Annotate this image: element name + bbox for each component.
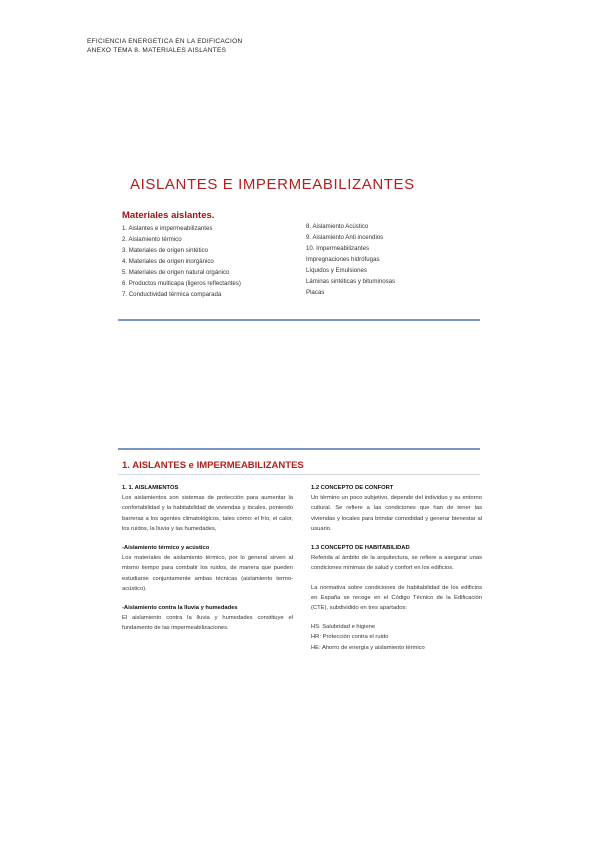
materials-heading: Materiales aislantes.	[122, 210, 215, 221]
cte-item-he: HE: Ahorro de energía y aislamiento térmico	[311, 644, 425, 651]
list-item: 8. Aislamiento Acústico	[306, 223, 369, 230]
running-header	[87, 37, 242, 55]
paragraph: Los aislamientos son sistemas de protección para aumentar la confortabilidad y la habitabilidad de viviendas y locales, poniendo barreras a los agentes climatológicos, tales cómo: el frío, el calor, los ruidos, la lluvia y las humedades,	[122, 495, 293, 532]
list-item: 6. Productos multicapa (ligeros reflectantes)	[122, 280, 241, 287]
header-line-1: EFICIENCIA ENERGETICA EN LA EDIFICACION	[87, 38, 243, 45]
paragraph: La normativa sobre condiciones de habitabilidad de los edificios en España se recoge en el Código Técnico de la Edificación (CTE), subdividido en tres apartados:	[311, 584, 482, 612]
subsection-title: 1.3 CONCEPTO DE HABITABILIDAD	[311, 545, 410, 552]
paragraph: Los materiales de aislamiento térmico, por lo general sirven al mismo tiempo para combatir los ruidos, de manera que pueden estudiarse conjuntamente ambas técnicas (aislamiento termo-acústico).	[122, 555, 293, 592]
page-title: AISLANTES E IMPERMEABILIZANTES	[130, 176, 415, 193]
paragraph: Un término un poco subjetivo, depende del individuo y su entorno cultural. Se refiere a las condiciones que han de tener las viviendas y locales para brindar comodidad y generar bienestar al usuario.	[311, 495, 482, 532]
list-item: Impregnaciones hidrófugas	[306, 256, 380, 263]
header-line-2: ANEXO TEMA 8. MATERIALES AISLANTES	[87, 47, 227, 54]
materials-list-left	[122, 223, 241, 300]
right-column	[311, 483, 482, 653]
section-title: 1. AISLANTES e IMPERMEABILIZANTES	[122, 460, 304, 471]
list-item: Placas	[306, 289, 325, 296]
list-item: 9. Aislamiento Anti incendios	[306, 234, 384, 241]
left-column	[122, 483, 293, 634]
list-item: 5. Materiales de origen natural orgánico	[122, 269, 230, 276]
materials-list-right	[306, 221, 395, 298]
list-item: 10. Impermeabilizantes	[306, 245, 369, 252]
list-item: 4. Materiales de origen inorgánico	[122, 258, 214, 265]
subsection-title: 1.2 CONCEPTO DE CONFORT	[311, 485, 394, 491]
section-underline	[118, 474, 480, 475]
list-item: 1. Aislantes e impermeabilizantes	[122, 225, 213, 232]
subsection-title: -Aislamiento contra la lluvia y humedades	[122, 605, 238, 612]
cte-item-hr: HR: Protección contra el ruido	[311, 634, 389, 641]
subsection-title: -Aislamiento térmico y acústico	[122, 545, 210, 552]
subsection-title: 1. 1. AISLAMIENTOS	[122, 485, 179, 491]
paragraph: El aislamiento contra la lluvia y humedades constituye el fundamento de las impermeabilizaciones.	[122, 615, 293, 632]
list-item: Líquidos y Emulsiones	[306, 267, 367, 274]
divider-rule	[118, 319, 480, 321]
divider-rule	[118, 448, 480, 450]
cte-item-hs: HS: Salubridad e higiene	[311, 624, 376, 631]
list-item: 3. Materiales de origen sintético	[122, 247, 209, 254]
list-item: 7. Conductividad térmica comparada	[122, 291, 222, 298]
paragraph: Referida al ámbito de la arquitectura, se refiere a asegurar unas condiciones mínimas de salud y confort en los edificios.	[311, 555, 482, 572]
list-item: Láminas sintéticas y bituminosas	[306, 278, 396, 285]
list-item: 2. Aislamiento térmico	[122, 236, 182, 243]
